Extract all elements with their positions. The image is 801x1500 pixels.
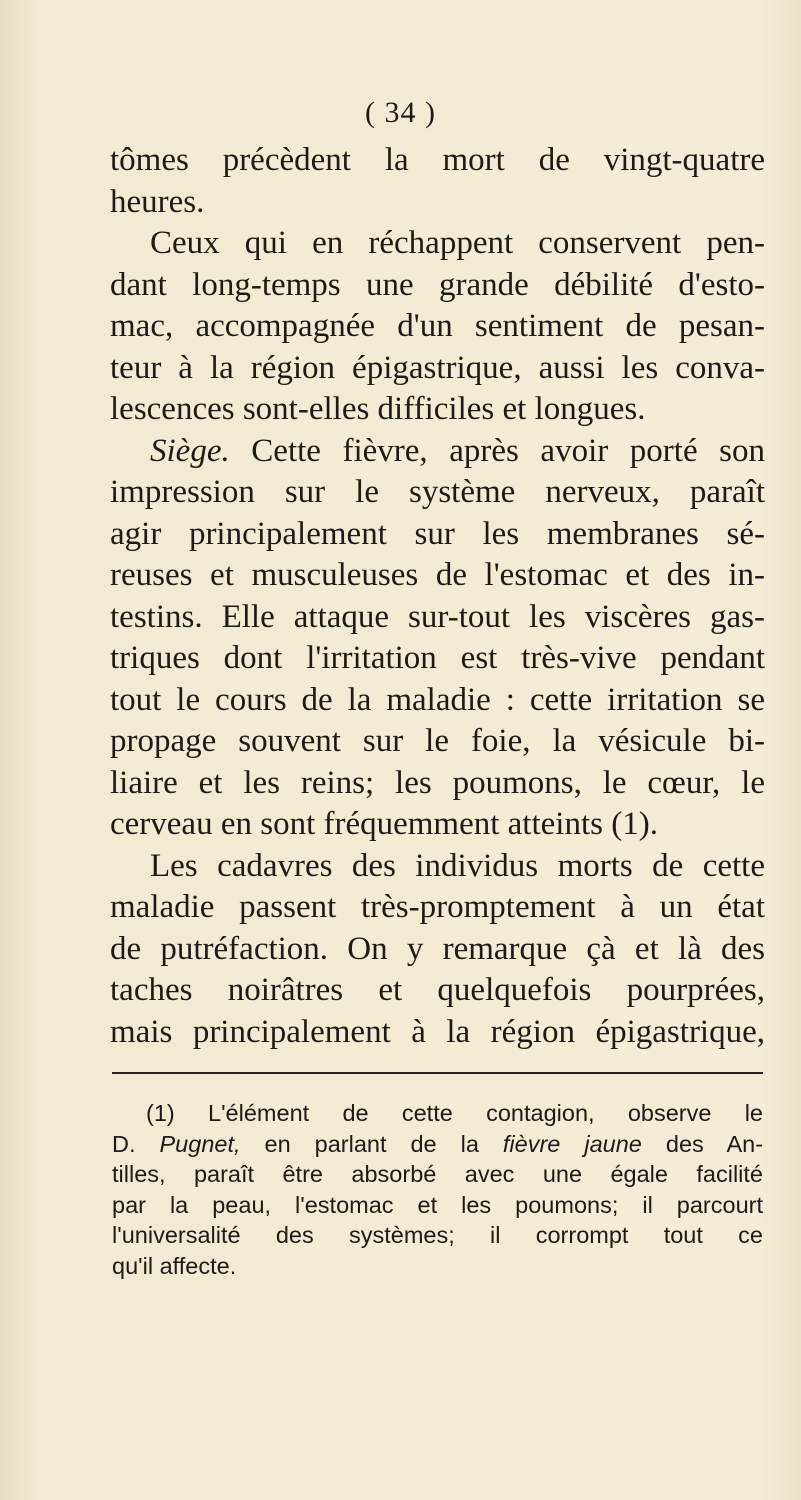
- text-line: taches noirâtres et quelquefois pourprées,: [110, 972, 765, 1008]
- footnote-disease-name: fièvre jaune: [502, 1130, 642, 1157]
- footnote-author-name: Pugnet,: [159, 1130, 241, 1157]
- text-line: Les cadavres des individus morts de cette: [150, 847, 765, 884]
- text-fragment: Cette fièvre, après avoir porté son: [251, 432, 765, 469]
- main-text: [110, 140, 765, 1053]
- footnote-line: [112, 1129, 763, 1160]
- text-line: agir principalement sur les membranes sé-: [110, 515, 765, 552]
- footnote-fragment: D.: [112, 1130, 136, 1157]
- footnote-line: par la peau, l'estomac et les poumons; il parcourt: [112, 1191, 763, 1218]
- text-line: tout le cours de la maladie : cette irritation se: [110, 681, 765, 718]
- text-line: mais principalement à la région épigastrique,: [110, 1013, 765, 1050]
- page-number: ( 34 ): [365, 96, 436, 129]
- text-line: propage souvent sur le foie, la vésicule bi-: [110, 723, 765, 759]
- footnote-line: (1) L'élément de cette contagion, observe le: [146, 1100, 763, 1126]
- text-line: dant long-temps une grande débilité d'esto-: [110, 266, 765, 303]
- text-line: de putréfaction. On y remarque çà et là des: [110, 930, 765, 967]
- text-line: heures.: [110, 183, 205, 220]
- text-line: Ceux qui en réchappent conservent pen-: [150, 225, 765, 261]
- section-heading-siege: Siège.: [150, 432, 230, 469]
- footnote-fragment: des An-: [665, 1130, 764, 1157]
- footnote-line: qu'il affecte.: [112, 1252, 237, 1279]
- text-line: triques dont l'irritation est très-vive pendant: [110, 640, 765, 676]
- text-line: testins. Elle attaque sur-tout les viscères gas-: [110, 598, 765, 635]
- text-line: maladie passent très-promptement à un état: [110, 889, 765, 925]
- footnote-divider: [112, 1072, 763, 1074]
- footnote-line: l'universalité des systèmes; il corrompt tout ce: [112, 1222, 763, 1248]
- text-line: impression sur le système nerveux, paraît: [110, 474, 765, 510]
- text-line: reuses et musculeuses de l'estomac et des in-: [110, 557, 765, 593]
- text-line: liaire et les reins; les poumons, le cœur, le: [110, 764, 765, 801]
- footnote-line: tilles, paraît être absorbé avec une égale facilité: [112, 1161, 763, 1187]
- footnote-fragment: en parlant de la: [264, 1130, 479, 1157]
- text-line: mac, accompagnée d'un sentiment de pesan-: [110, 308, 765, 344]
- text-line: tômes précèdent la mort de vingt-quatre: [110, 142, 765, 178]
- text-line: teur à la région épigastrique, aussi les conva-: [110, 349, 765, 386]
- footnote: [112, 1098, 763, 1281]
- text-line: lescences sont-elles difficiles et longues.: [110, 391, 646, 427]
- text-line: cerveau en sont fréquemment atteints (1).: [110, 806, 658, 842]
- text-line: [110, 431, 765, 473]
